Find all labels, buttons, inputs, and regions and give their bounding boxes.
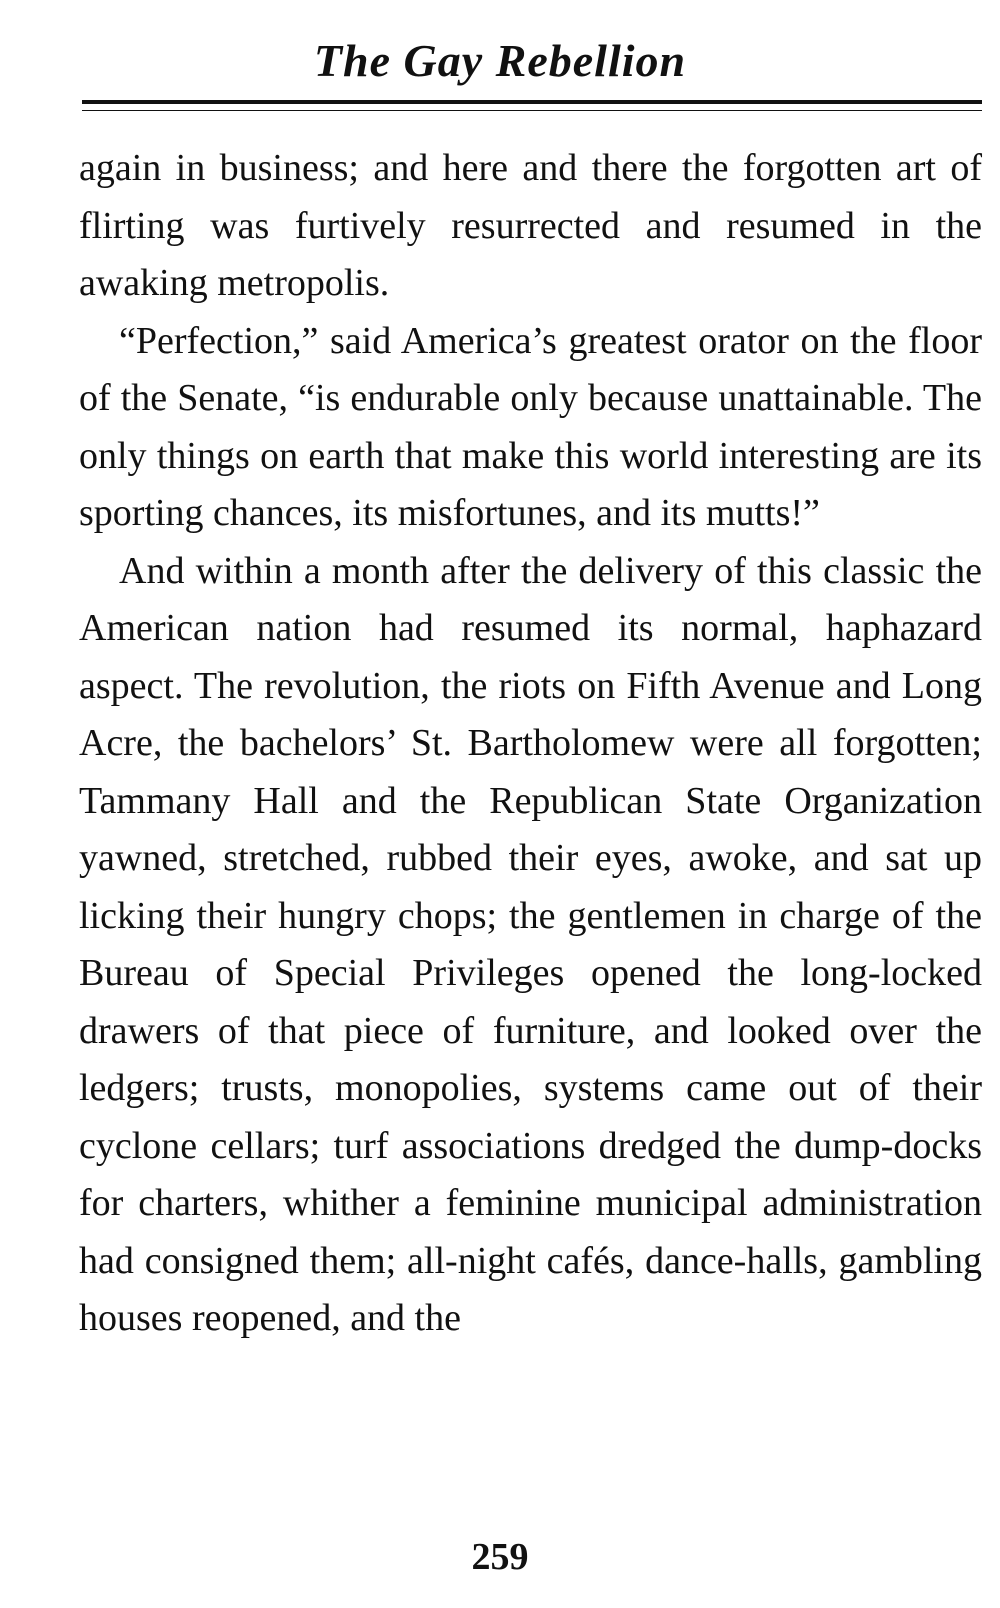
paragraph-quote: “Perfection,” said America’s greatest orator on the floor of the Senate, “is endurable only because unattainable. The only things on earth that make this world interesting are its sporting chances, its misfortunes, and its mutts!” (79, 319, 982, 534)
running-head: The Gay Rebellion (313, 35, 687, 86)
paragraph-narrative: And within a month after the delivery of this classic the American nation had resumed its normal, haphazard aspect. The revolution, the riots on Fifth Avenue and Long Acre, the bachelors’ St. Bartholomew were all forgotten; Tammany Hall and the Republican State Organization yawned, stretched, rubbed their eyes, awoke, and sat up licking their hungry chops; the gentlemen in charge of the Bureau of Special Privileges opened the long-locked drawers of that piece of furniture, and looked over the ledgers; trusts, monopolies, systems came out of their cyclone cellars; turf associations dredged the dump-docks for charters, whither a feminine municipal administration had consigned them; all-night cafés, dance-halls, gambling houses reopened, and the (79, 549, 982, 1339)
header-rule-thin (82, 110, 982, 111)
body-text (79, 140, 982, 1348)
page-number: 259 (471, 1536, 529, 1578)
header-rule-thick (82, 100, 982, 104)
paragraph-continuation: again in business; and here and there the forgotten art of flirting was furtively resurrected and resumed in the awaking metropolis. (79, 147, 982, 304)
